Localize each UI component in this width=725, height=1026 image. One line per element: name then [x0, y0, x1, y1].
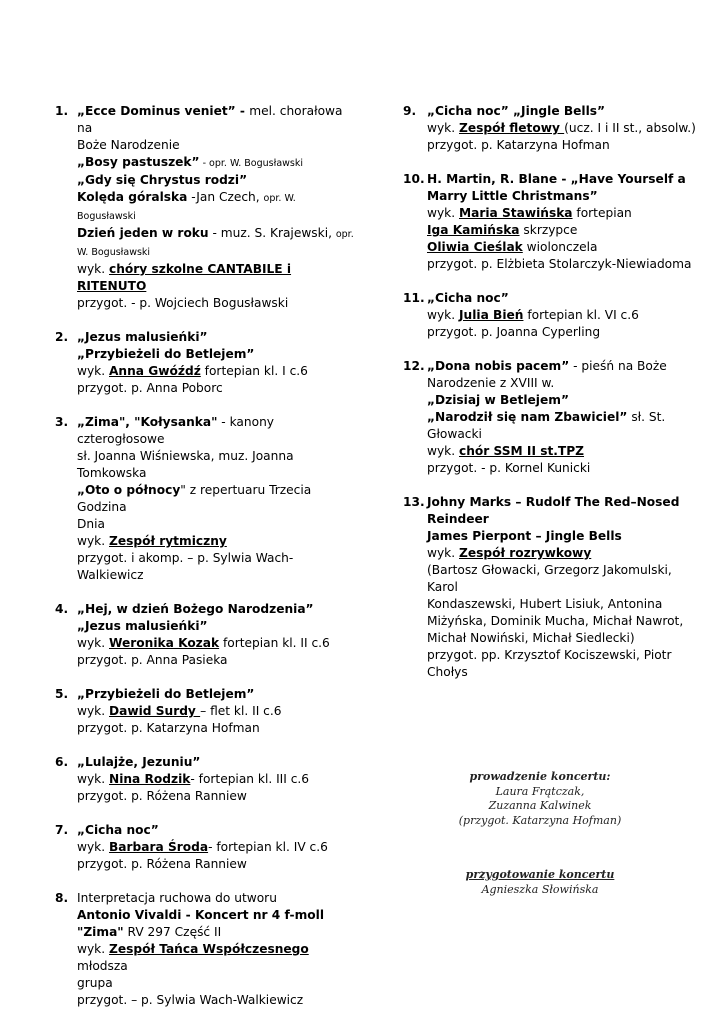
program-item-line	[427, 596, 703, 613]
performer-name: RITENUTO	[77, 279, 147, 293]
program-text: opr.	[335, 229, 354, 240]
program-text: młodsza	[77, 959, 128, 973]
program-item	[55, 890, 355, 1009]
program-item-line	[427, 239, 703, 256]
program-text: Chołys	[427, 665, 468, 679]
program-item-number: 1.	[55, 104, 69, 118]
program-item	[403, 171, 703, 273]
program-item-line	[427, 171, 703, 188]
program-text: - kanony czterogłosowe	[77, 415, 275, 446]
program-item-line	[427, 647, 703, 664]
program-item-line	[427, 324, 703, 341]
performer-name: Oliwia Cieślak	[427, 240, 523, 254]
program-text: grupa	[77, 976, 113, 990]
program-item-number: 11.	[403, 291, 425, 305]
program-item-line	[427, 528, 703, 545]
program-text: wyk.	[77, 772, 109, 786]
program-item-line	[77, 720, 355, 737]
program-text: Kolęda góralska	[77, 190, 188, 204]
program-item-number: 4.	[55, 602, 69, 616]
program-item-line	[427, 188, 703, 205]
program-text: skrzypce	[519, 223, 578, 237]
program-item-line	[77, 137, 355, 154]
program-text: " z repertuaru Trzecia Godzina	[77, 483, 312, 514]
program-item-line	[427, 494, 703, 511]
program-text: wyk.	[77, 942, 109, 956]
program-text: Miżyńska, Dominik Mucha, Michał Nawrot,	[427, 614, 684, 628]
program-item-line	[427, 545, 703, 562]
performer-name: Zespół rytmiczny	[109, 534, 227, 548]
program-text: Boże Narodzenie	[77, 138, 180, 152]
program-text: przygot. p. Katarzyna Hofman	[77, 721, 260, 735]
program-item-line	[77, 703, 355, 720]
program-item-line	[427, 137, 703, 154]
program-item-line	[77, 414, 355, 448]
program-text: „Oto o północy	[77, 483, 181, 497]
program-text: W. Bogusławski	[77, 247, 151, 258]
program-text: przygot. i akomp. – p. Sylwia Wach-Walkiewicz	[77, 551, 294, 582]
program-item-line	[427, 290, 703, 307]
program-item-line	[427, 205, 703, 222]
program-item-line	[427, 613, 703, 630]
program-item-number: 3.	[55, 415, 69, 429]
program-text: Johny Marks – Rudolf The Red–Nosed	[427, 495, 680, 509]
performer-name: Zespół Tańca Współczesnego	[109, 942, 309, 956]
program-item-number: 12.	[403, 359, 425, 373]
program-text: przygot. – p. Sylwia Wach-Walkiewicz	[77, 993, 304, 1007]
program-item-line	[77, 992, 355, 1009]
program-item-number: 5.	[55, 687, 69, 701]
program-item-line	[77, 907, 355, 924]
program-text: - pieśń na Boże	[569, 359, 667, 373]
hosts-line: Zuzanna Kalwinek	[488, 799, 592, 812]
program-text: - fortepian kl. III c.6	[190, 772, 310, 786]
program-item-line	[77, 295, 355, 312]
performer-name: Zespół rozrywkowy	[459, 546, 592, 560]
program-text: „Cicha noc”	[77, 823, 159, 837]
program-text: przygot. p. Joanna Cyperling	[427, 325, 601, 339]
program-text: sł. St. Głowacki	[427, 410, 666, 441]
program-item-line	[77, 771, 355, 788]
program-item-line	[77, 890, 355, 907]
program-text: przygot. - p. Kornel Kunicki	[427, 461, 591, 475]
preparation-line: Agnieszka Słowińska	[481, 882, 599, 896]
program-text: „Dzisiaj w Betlejem”	[427, 393, 569, 407]
preparation-heading: przygotowanie koncertu	[465, 868, 615, 881]
program-item-line	[77, 154, 355, 172]
program-item-line	[77, 189, 355, 225]
program-text: Dzień jeden w roku	[77, 226, 209, 240]
program-text: wiolonczela	[522, 240, 598, 254]
hosts-heading: prowadzenie koncertu:	[469, 770, 611, 783]
program-text: przygot. p. Anna Pasieka	[77, 653, 228, 667]
program-text: wyk.	[427, 206, 459, 220]
program-item-line	[427, 392, 703, 409]
program-text: Tomkowska	[77, 466, 147, 480]
program-text: przygot. p. Katarzyna Hofman	[427, 138, 610, 152]
program-text: (ucz. I i II st., absolw.)	[564, 121, 696, 135]
performer-name: Maria Stawińska	[459, 206, 573, 220]
program-item-number: 10.	[403, 172, 425, 186]
program-text: - muz. S. Krajewski,	[208, 226, 336, 240]
program-item-number: 8.	[55, 891, 69, 905]
program-text: fortepian kl. VI c.6	[523, 308, 639, 322]
program-text: „Przybieżeli do Betlejem”	[77, 347, 255, 361]
program-item-line	[427, 460, 703, 477]
program-text: Kondaszewski, Hubert Lisiuk, Antonina	[427, 597, 663, 611]
program-text: „Hej, w dzień Bożego Narodzenia”	[77, 602, 314, 616]
program-text: - opr. W. Bogusławski	[199, 158, 304, 169]
performer-name: Julia Bień	[459, 308, 524, 322]
program-item-line	[77, 243, 355, 261]
program-item-line	[427, 562, 703, 596]
program-list-right	[403, 103, 703, 681]
program-text: Interpretacja ruchowa do utworu	[77, 891, 277, 905]
program-item-line	[77, 601, 355, 618]
performer-name: Weronika Kozak	[109, 636, 220, 650]
program-item	[403, 290, 703, 341]
program-text: wyk.	[77, 704, 109, 718]
program-text: „Lulajże, Jezuniu”	[77, 755, 201, 769]
program-item-line	[77, 482, 355, 516]
performer-name: Dawid Surdy	[109, 704, 201, 718]
program-column-right	[403, 103, 703, 698]
program-item-line	[77, 788, 355, 805]
program-column-left	[55, 103, 355, 1026]
program-item-line	[427, 375, 703, 392]
program-item-line	[427, 511, 703, 528]
program-text: "Zima"	[77, 925, 124, 939]
program-text: Reindeer	[427, 512, 489, 526]
program-text: - fortepian kl. IV c.6	[208, 840, 328, 854]
program-text: „Zima", "Kołysanka"	[77, 415, 218, 429]
program-item	[55, 754, 355, 805]
performer-name: chóry szkolne CANTABILE i	[109, 262, 292, 276]
program-text: fortepian kl. II c.6	[219, 636, 330, 650]
program-text: „Cicha noc” „Jingle Bells”	[427, 104, 606, 118]
program-text: wyk.	[427, 121, 459, 135]
program-item-line	[77, 533, 355, 550]
program-item	[55, 329, 355, 397]
program-text: wyk.	[427, 444, 459, 458]
hosts-credits	[440, 770, 640, 828]
program-text: fortepian kl. I c.6	[200, 364, 308, 378]
program-item-line	[77, 822, 355, 839]
program-text: (Bartosz Głowacki, Grzegorz Jakomulski, Karol	[427, 563, 672, 594]
performer-name: Anna Gwóźdź	[109, 364, 201, 378]
program-item-line	[427, 443, 703, 460]
program-text: przygot. p. Różena Ranniew	[77, 857, 247, 871]
program-text: przygot. p. Anna Poborc	[77, 381, 223, 395]
program-item-number: 13.	[403, 495, 425, 509]
program-item-line	[77, 516, 355, 533]
program-text: H. Martin, R. Blane - „Have Yourself a	[427, 172, 686, 186]
program-text: przygot. p. Elżbieta Stolarczyk-Niewiadoma	[427, 257, 692, 271]
performer-name: Iga Kamińska	[427, 223, 520, 237]
program-item-line	[427, 358, 703, 375]
program-text: „Jezus malusieńki”	[77, 619, 208, 633]
program-item-line	[77, 856, 355, 873]
program-text: „Narodził się nam Zbawiciel”	[427, 410, 628, 424]
program-text: wyk.	[77, 262, 109, 276]
program-item-line	[77, 261, 355, 278]
program-item-line	[427, 222, 703, 239]
program-text: „Dona nobis pacem”	[427, 359, 570, 373]
program-item-line	[77, 278, 355, 295]
program-item-line	[77, 380, 355, 397]
program-item-line	[77, 225, 355, 243]
program-item-line	[77, 754, 355, 771]
performer-name: chór SSM II st.TPZ	[459, 444, 585, 458]
program-item-line	[427, 630, 703, 647]
program-text: wyk.	[77, 840, 109, 854]
program-item	[55, 601, 355, 669]
program-text: „Jezus malusieńki”	[77, 330, 208, 344]
program-text: sł. Joanna Wiśniewska, muz. Joanna	[77, 449, 294, 463]
performer-name: Zespół fletowy	[459, 121, 565, 135]
program-text: wyk.	[77, 534, 109, 548]
program-item-line	[77, 363, 355, 380]
program-item-line	[77, 941, 355, 975]
program-item	[55, 822, 355, 873]
program-text: -Jan Czech,	[187, 190, 264, 204]
program-item-line	[77, 652, 355, 669]
program-text: „Gdy się Chrystus rodzi”	[77, 173, 248, 187]
program-item	[55, 686, 355, 737]
program-text: RV 297 Część II	[123, 925, 222, 939]
program-text: „Cicha noc”	[427, 291, 509, 305]
program-item	[55, 414, 355, 584]
hosts-line: Laura Frątczak,	[495, 784, 585, 798]
program-item-line	[77, 329, 355, 346]
program-text: „Bosy pastuszek”	[77, 155, 200, 169]
program-item-line	[77, 103, 355, 137]
program-item-line	[77, 839, 355, 856]
program-item-line	[427, 103, 703, 120]
program-text: przygot. p. Różena Ranniew	[77, 789, 247, 803]
hosts-line: (przygot. Katarzyna Hofman)	[458, 813, 622, 827]
program-item-number: 2.	[55, 330, 69, 344]
program-text: „Przybieżeli do Betlejem”	[77, 687, 255, 701]
performer-name: Nina Rodzik	[109, 772, 191, 786]
performer-name: Barbara Środa	[109, 840, 209, 854]
program-item-line	[427, 256, 703, 273]
program-item	[403, 494, 703, 681]
program-item-line	[427, 307, 703, 324]
program-text: „Ecce Dominus veniet” -	[77, 104, 250, 118]
program-item-line	[77, 448, 355, 465]
program-text: przygot. pp. Krzysztof Kociszewski, Piotr	[427, 648, 672, 662]
program-item-number: 7.	[55, 823, 69, 837]
program-item-line	[427, 664, 703, 681]
program-list-left	[55, 103, 355, 1009]
program-text: Narodzenie z XVIII w.	[427, 376, 555, 390]
program-item-line	[77, 465, 355, 482]
program-text: wyk.	[77, 364, 109, 378]
program-text: opr. W. Bogusławski	[77, 193, 296, 222]
program-item	[403, 103, 703, 154]
program-text: fortepian	[572, 206, 632, 220]
program-item-line	[77, 635, 355, 652]
program-text: przygot. - p. Wojciech Bogusławski	[77, 296, 289, 310]
program-item-line	[77, 924, 355, 941]
program-item-line	[77, 346, 355, 363]
program-text: wyk.	[427, 308, 459, 322]
program-item-line	[77, 975, 355, 992]
program-text: wyk.	[77, 636, 109, 650]
program-item-line	[77, 686, 355, 703]
program-text: – flet kl. II c.6	[200, 704, 282, 718]
program-item-line	[77, 618, 355, 635]
program-text: mel. chorałowa na	[77, 104, 343, 135]
program-item-line	[77, 550, 355, 584]
program-item-line	[77, 172, 355, 189]
program-item-line	[427, 409, 703, 443]
program-text: Antonio Vivaldi - Koncert nr 4 f-moll	[77, 908, 325, 922]
program-text: wyk.	[427, 546, 459, 560]
program-item	[403, 358, 703, 477]
program-text: Michał Nowiński, Michał Siedlecki)	[427, 631, 635, 645]
program-item-number: 6.	[55, 755, 69, 769]
program-item-line	[427, 120, 703, 137]
program-text: James Pierpont – Jingle Bells	[427, 529, 622, 543]
preparation-credits	[440, 868, 640, 897]
program-text: Dnia	[77, 517, 105, 531]
program-text: Marry Little Christmans”	[427, 189, 598, 203]
program-item-number: 9.	[403, 104, 417, 118]
program-item	[55, 103, 355, 312]
